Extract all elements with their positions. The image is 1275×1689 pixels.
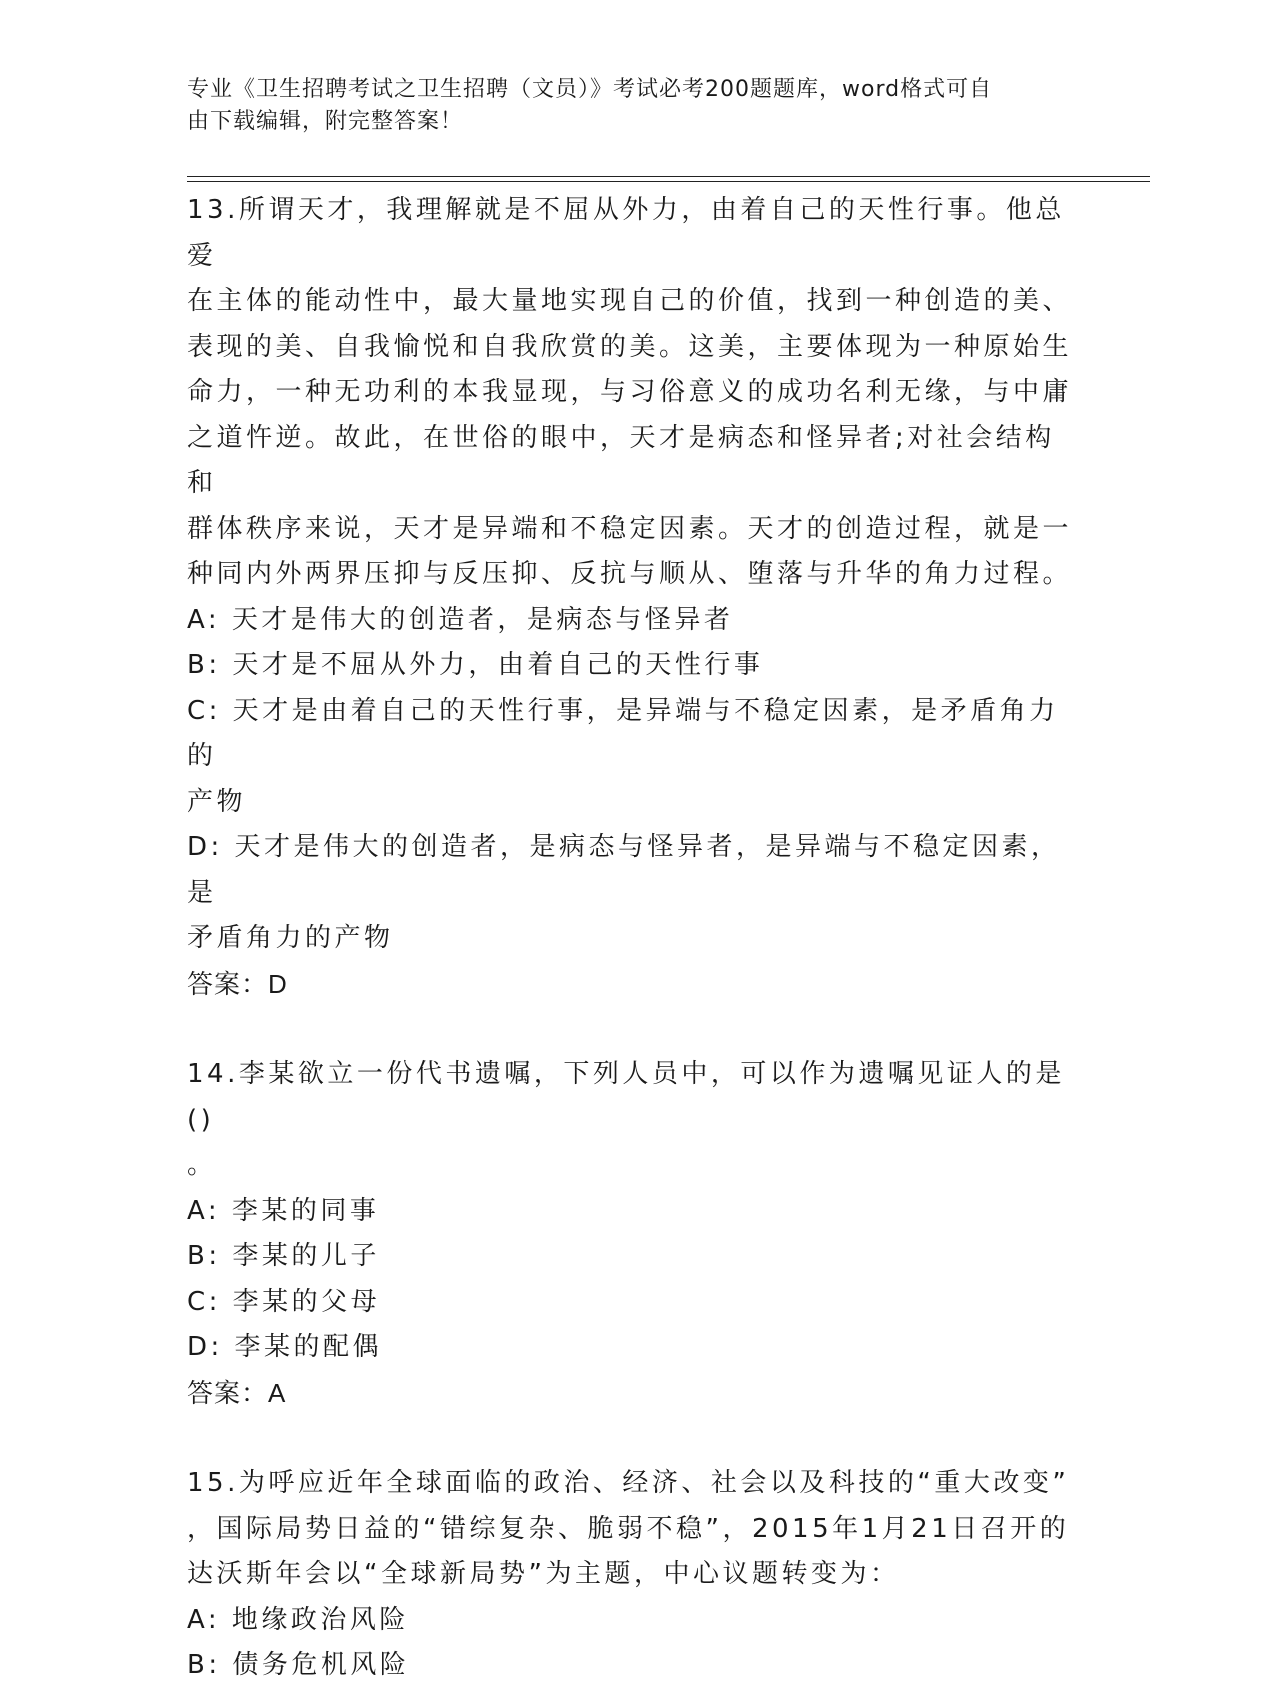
answer-line: 答案：A: [187, 1377, 287, 1408]
header-divider: [187, 181, 1150, 182]
option-a: A: 地缘政治风险: [187, 1604, 409, 1635]
option-c: C: 李某的父母: [187, 1286, 381, 1317]
option-a: A: 李某的同事: [187, 1195, 380, 1226]
option-d: D: 天才是伟大的创造者，是病态与怪异者，是异端与不稳定因素，是: [187, 832, 1061, 908]
question-stem-line: 14.李某欲立一份代书遗嘱，下列人员中，可以作为遗嘱见证人的是(): [187, 1059, 1065, 1135]
question-stem-line: 达沃斯年会以“全球新局势”为主题，中心议题转变为：: [187, 1559, 900, 1589]
question-spacer: [187, 1007, 1077, 1052]
option-c-continued: 产物: [187, 786, 247, 817]
question-stem-line: 13.所谓天才，我理解就是不屈从外力，由着自己的天性行事。他总爱: [187, 195, 1065, 271]
document-header: [187, 74, 1067, 138]
question-stem-line: 在主体的能动性中，最大量地实现自己的价值，找到一种创造的美、: [187, 286, 1073, 316]
option-c: C: 天才是由着自己的天性行事，是异端与不稳定因素，是矛盾角力的: [187, 695, 1059, 771]
question-stem-line: 表现的美、自我愉悦和自我欣赏的美。这美，主要体现为一种原始生: [187, 331, 1073, 362]
question-13: [187, 188, 1077, 1007]
option-d: D: 李某的配偶: [187, 1332, 383, 1362]
question-list: [187, 188, 1077, 1689]
option-b: B: 天才是不屈从外力，由着自己的天性行事: [187, 650, 764, 680]
question-stem-line: 命力，一种无功利的本我显现，与习俗意义的成功名利无缘，与中庸: [187, 377, 1073, 407]
question-stem-line: 15.为呼应近年全球面临的政治、经济、社会以及科技的“重大改变”: [187, 1468, 1070, 1498]
question-stem-line: 之道忤逆。故此，在世俗的眼中，天才是病态和怪异者;对社会结构和: [187, 422, 1055, 498]
question-stem-line: ，国际局势日益的“错综复杂、脆弱不稳”，2015年1月21日召开的: [187, 1513, 1070, 1544]
option-b: B: 李某的儿子: [187, 1241, 380, 1271]
question-stem-line: 。: [187, 1150, 217, 1180]
header-line: 专业《卫生招聘考试之卫生招聘（文员）》考试必考200题题库，word格式可自: [187, 77, 993, 102]
question-stem-line: 群体秩序来说，天才是异端和不稳定因素。天才的创造过程，就是一: [187, 513, 1073, 544]
question-stem-line: 种同内外两界压抑与反压抑、反抗与顺从、堕落与升华的角力过程。: [187, 559, 1073, 589]
option-b: B: 债务危机风险: [187, 1650, 410, 1680]
header-line: 由下载编辑，附完整答案！: [187, 109, 464, 134]
question-15: [187, 1461, 1077, 1689]
question-spacer: [187, 1416, 1077, 1461]
header-divider: [187, 176, 1150, 177]
answer-line: 答案：D: [187, 968, 288, 999]
option-a: A: 天才是伟大的创造者，是病态与怪异者: [187, 604, 734, 635]
option-d-continued: 矛盾角力的产物: [187, 923, 394, 953]
question-14: [187, 1052, 1077, 1416]
